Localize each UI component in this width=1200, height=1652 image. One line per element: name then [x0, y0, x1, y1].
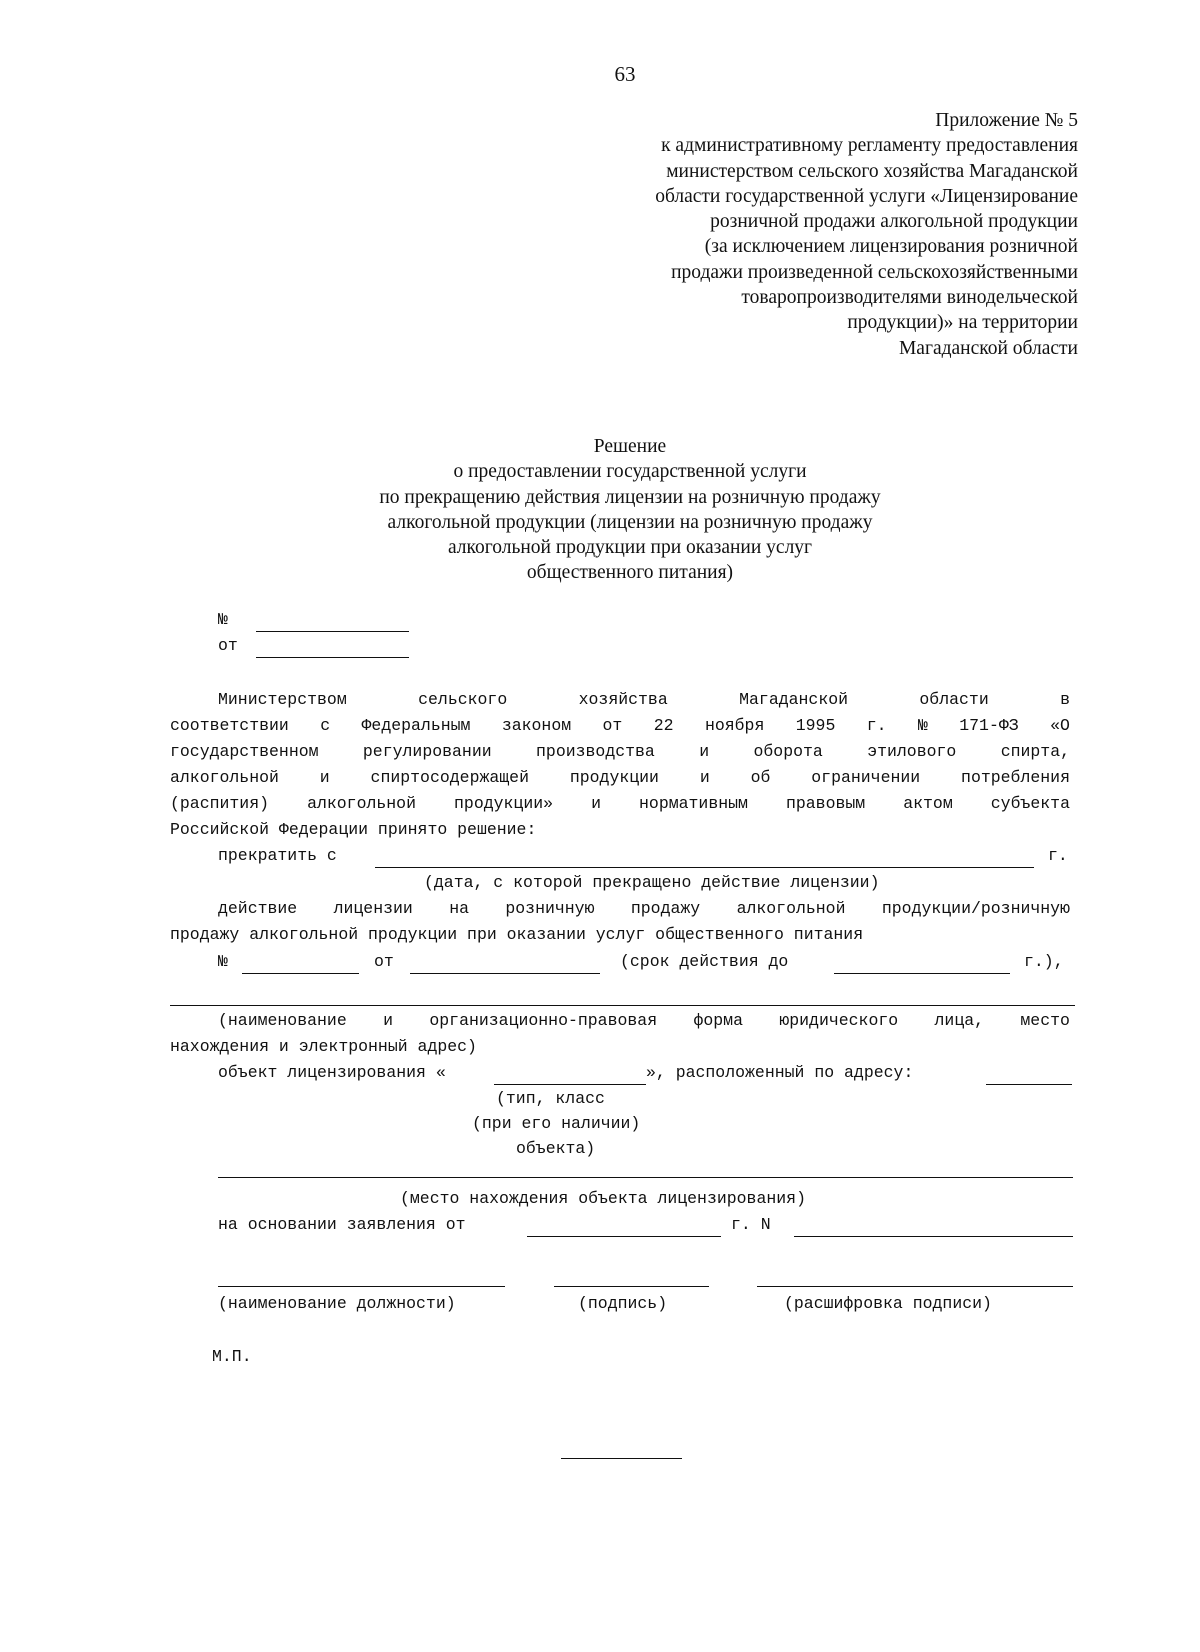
object-label: объект лицензирования « [218, 1063, 446, 1082]
object-type-caption-1: (тип, класс [496, 1089, 605, 1108]
legal-entity-caption: (наименование и организационно-правовая форма юридического лица, место [218, 1011, 1070, 1030]
object-type-caption-3: объекта) [516, 1139, 596, 1158]
object-type-field[interactable] [494, 1084, 646, 1085]
application-number-field[interactable] [794, 1236, 1073, 1237]
terminate-year-suffix: г. [1048, 846, 1068, 865]
page-number: 63 [614, 62, 636, 86]
appendix-line: Магаданской области [898, 337, 1078, 359]
heading-line: Решение [593, 436, 667, 457]
body-line-4: алкогольной и спиртосодержащей продукции и об ограничении потребления [170, 768, 1070, 787]
heading-line: алкогольной продукции при оказании услуг [447, 537, 813, 559]
legal-entity-field[interactable] [170, 1005, 1075, 1006]
license-date-field[interactable] [410, 973, 600, 974]
license-validity-field[interactable] [834, 973, 1010, 974]
position-caption: (наименование должности) [218, 1294, 456, 1313]
license-number-field[interactable] [242, 973, 359, 974]
license-number-label: № [218, 952, 228, 971]
signature-field[interactable] [554, 1286, 709, 1287]
body-line-2: соответствии с Федеральным законом от 22 ноября 1995 г. № 171-ФЗ «О [170, 716, 1070, 735]
termination-date-field[interactable] [375, 867, 1034, 868]
appendix-header [655, 108, 1078, 361]
license-validity-end: г.), [1024, 952, 1064, 971]
heading-line: общественного питания) [526, 562, 734, 584]
appendix-line: (за исключением лицензирования розничной [704, 236, 1078, 258]
decision-date-label: от [218, 636, 238, 655]
decision-number-field[interactable] [256, 631, 409, 632]
stamp-label: М.П. [212, 1347, 252, 1366]
decision-date-field[interactable] [256, 657, 409, 658]
heading-line: по прекращению действия лицензии на розничную продажу [379, 486, 881, 508]
appendix-line: продукции)» на территории [847, 312, 1078, 334]
object-address-field-start[interactable] [986, 1084, 1072, 1085]
signature-caption: (подпись) [578, 1294, 668, 1313]
appendix-line: к административному регламенту предоставления [661, 135, 1078, 157]
object-type-caption-2: (при его наличии) [472, 1114, 641, 1133]
appendix-line: области государственной услуги «Лицензирование [655, 185, 1078, 207]
application-label: на основании заявления от [218, 1215, 466, 1234]
body-line-5: (распития) алкогольной продукции» и нормативным правовым актом субъекта [170, 794, 1070, 813]
application-year-label: г. N [731, 1215, 771, 1234]
appendix-line: товаропроизводителями винодельческой [741, 287, 1078, 309]
object-address-label: », расположенный по адресу: [646, 1063, 914, 1082]
closing-divider [561, 1458, 682, 1459]
heading-line: алкогольной продукции (лицензии на розничную продажу [387, 511, 873, 533]
appendix-line: Приложение № 5 [935, 110, 1078, 131]
body-line-6: Российской Федерации принято решение: [170, 820, 537, 839]
license-line-1: действие лицензии на розничную продажу алкогольной продукции/розничную [218, 899, 1070, 918]
signature-decode-field[interactable] [757, 1286, 1073, 1287]
body-line-3: государственном регулировании производства и оборота этилового спирта, [170, 742, 1070, 761]
license-line-2: продажу алкогольной продукции при оказании услуг общественного питания [170, 925, 864, 944]
signature-decode-caption: (расшифровка подписи) [784, 1294, 992, 1313]
object-location-caption: (место нахождения объекта лицензирования) [400, 1189, 806, 1208]
terminate-label: прекратить с [218, 846, 337, 865]
document-heading [330, 434, 930, 586]
license-validity-label: (срок действия до [620, 952, 789, 971]
heading-line: о предоставлении государственной услуги [453, 461, 807, 483]
application-date-field[interactable] [527, 1236, 721, 1237]
legal-entity-caption-line-2: нахождения и электронный адрес) [170, 1037, 477, 1056]
decision-number-label: № [218, 610, 228, 629]
license-from-label: от [374, 952, 394, 971]
appendix-line: министерством сельского хозяйства Магаданской [666, 160, 1078, 182]
appendix-line: продажи произведенной сельскохозяйственными [671, 261, 1078, 283]
termination-date-caption: (дата, с которой прекращено действие лицензии) [424, 873, 880, 892]
body-line-1: Министерством сельского хозяйства Магаданской области в [218, 690, 1070, 709]
object-location-field[interactable] [218, 1177, 1073, 1178]
position-field[interactable] [218, 1286, 505, 1287]
appendix-line: розничной продажи алкогольной продукции [710, 211, 1078, 233]
